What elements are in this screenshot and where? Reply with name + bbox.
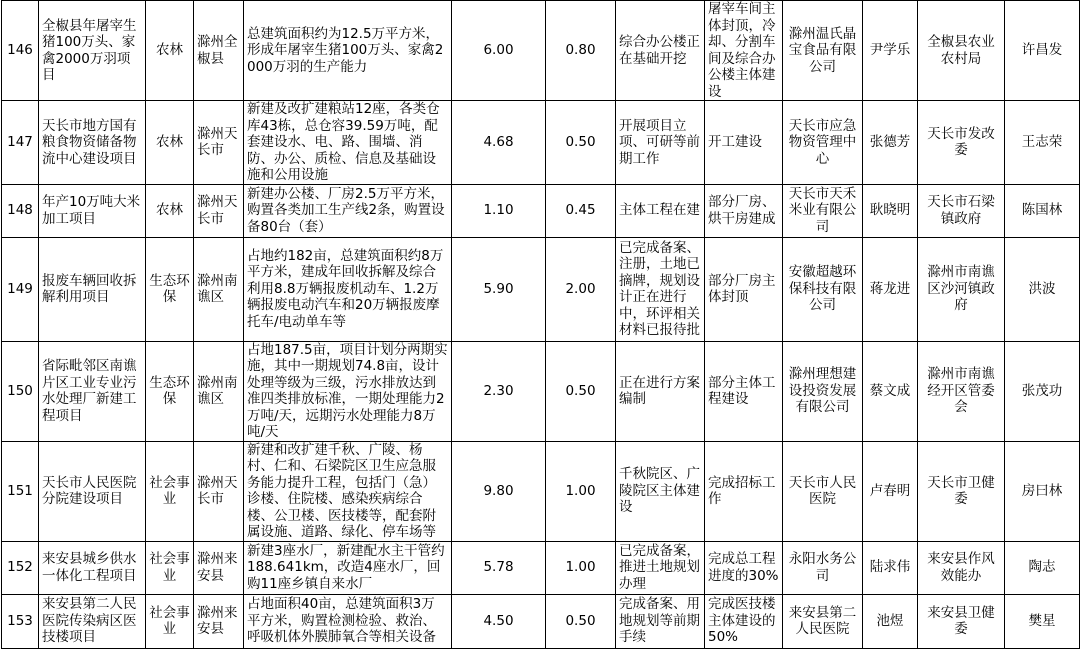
project-sector: 社会事业: [146, 541, 194, 594]
current-progress: 综合办公楼正在基础开挖: [616, 1, 705, 101]
supervising-dept: 天长市发改委: [918, 101, 1005, 185]
project-content: 新建3座水厂，新建配水主干管约188.641km，改造4座水厂，回购11座乡镇自来水厂: [244, 541, 452, 594]
annual-goal: 开工建设: [705, 101, 783, 185]
row-number: 150: [2, 341, 39, 441]
responsible-leader: 陈国林: [1005, 184, 1080, 237]
row-number: 146: [2, 1, 39, 101]
annual-goal: 部分主体工程建设: [705, 341, 783, 441]
contact-person: 卢春明: [863, 441, 918, 541]
project-location: 滁州天长市: [194, 184, 244, 237]
project-name: 天长市人民医院分院建设项目: [39, 441, 146, 541]
total-investment: 9.80: [452, 441, 546, 541]
annual-goal: 完成医技楼主体建设的50%: [705, 594, 783, 648]
row-number: 148: [2, 184, 39, 237]
supervising-dept: 全椒县农业农村局: [918, 1, 1005, 101]
project-sector: 农林: [146, 101, 194, 185]
project-location: 滁州天长市: [194, 101, 244, 185]
current-progress: 已完成备案、注册，土地已摘牌，规划设计正在进行中，环评相关材料已报待批: [616, 237, 705, 341]
project-content: 占地面积40亩，总建筑面积3万平方米，购置检测检验、救治、呼吸机体外膜肺氧合等相关设备: [244, 594, 452, 648]
project-name: 报废车辆回收拆解利用项目: [39, 237, 146, 341]
owner-unit: 永阳水务公司: [783, 541, 863, 594]
owner-unit: 天长市天禾米业有限公司: [783, 184, 863, 237]
total-investment: 4.50: [452, 594, 546, 648]
project-location: 滁州来安县: [194, 541, 244, 594]
table-row: [2, 184, 1080, 237]
owner-unit: 滁州理想建设投资发展有限公司: [783, 341, 863, 441]
contact-person: 池煜: [863, 594, 918, 648]
project-location: 滁州来安县: [194, 594, 244, 648]
contact-person: 蒋龙进: [863, 237, 918, 341]
project-content: 新建及改扩建粮站12座，各类仓库43栋，总仓容39.59万吨，配套建设水、电、路、围墙、消防、办公、质检、信息及基础设施和公用设施: [244, 101, 452, 185]
project-content: 总建筑面积约为12.5万平方米，形成年屠宰生猪100万头、家禽2000万羽的生产能力: [244, 1, 452, 101]
contact-person: 张德芳: [863, 101, 918, 185]
project-sector: 社会事业: [146, 441, 194, 541]
supervising-dept: 天长市卫健委: [918, 441, 1005, 541]
row-number: 153: [2, 594, 39, 648]
current-progress: 已完成备案，推进土地规划办理: [616, 541, 705, 594]
project-sector: 生态环保: [146, 341, 194, 441]
project-location: 滁州南谯区: [194, 341, 244, 441]
row-number: 149: [2, 237, 39, 341]
table-row: [2, 541, 1080, 594]
annual-investment: 1.00: [546, 541, 616, 594]
owner-unit: 来安县第二人民医院: [783, 594, 863, 648]
responsible-leader: 陶志: [1005, 541, 1080, 594]
project-content: 新建办公楼、厂房2.5万平方米，购置各类加工生产线2条，购置设备80台（套）: [244, 184, 452, 237]
total-investment: 5.78: [452, 541, 546, 594]
project-name: 来安县城乡供水一体化工程项目: [39, 541, 146, 594]
annual-goal: 屠宰车间主体封顶，冷却、分割车间及综合办公楼主体建设: [705, 1, 783, 101]
project-content: 占地187.5亩，项目计划分两期实施，其中一期规划74.8亩，设计处理等级为三级，污水排放达到准四类排放标准，一期处理能力2万吨/天，远期污水处理能力8万吨/天: [244, 341, 452, 441]
project-name: 省际毗邻区南谯片区工业专业污水处理厂新建工程项目: [39, 341, 146, 441]
table-row: [2, 237, 1080, 341]
project-sector: 农林: [146, 1, 194, 101]
total-investment: 4.68: [452, 101, 546, 185]
project-name: 来安县第二人民医院传染病区医技楼项目: [39, 594, 146, 648]
project-sector: 生态环保: [146, 237, 194, 341]
project-name: 天长市地方国有粮食物资储备物流中心建设项目: [39, 101, 146, 185]
project-sector: 社会事业: [146, 594, 194, 648]
current-progress: 开展项目立项、可研等前期工作: [616, 101, 705, 185]
responsible-leader: 许昌发: [1005, 1, 1080, 101]
contact-person: 耿晓明: [863, 184, 918, 237]
supervising-dept: 天长市石梁镇政府: [918, 184, 1005, 237]
total-investment: 1.10: [452, 184, 546, 237]
project-name: 年产10万吨大米加工项目: [39, 184, 146, 237]
project-table: [1, 0, 1080, 649]
table-row: [2, 101, 1080, 185]
responsible-leader: 张茂功: [1005, 341, 1080, 441]
contact-person: 蔡文成: [863, 341, 918, 441]
annual-investment: 0.45: [546, 184, 616, 237]
table-row: [2, 341, 1080, 441]
project-sector: 农林: [146, 184, 194, 237]
responsible-leader: 樊星: [1005, 594, 1080, 648]
annual-investment: 2.00: [546, 237, 616, 341]
contact-person: 尹学乐: [863, 1, 918, 101]
row-number: 152: [2, 541, 39, 594]
owner-unit: 天长市应急物资管理中心: [783, 101, 863, 185]
contact-person: 陆求伟: [863, 541, 918, 594]
annual-goal: 部分厂房主体封顶: [705, 237, 783, 341]
annual-goal: 完成招标工作: [705, 441, 783, 541]
project-location: 滁州南谯区: [194, 237, 244, 341]
supervising-dept: 滁州市南谯经开区管委会: [918, 341, 1005, 441]
project-name: 全椒县年屠宰生猪100万头、家禽2000万羽项目: [39, 1, 146, 101]
annual-goal: 完成总工程进度的30%: [705, 541, 783, 594]
current-progress: 正在进行方案编制: [616, 341, 705, 441]
owner-unit: 天长市人民医院: [783, 441, 863, 541]
total-investment: 6.00: [452, 1, 546, 101]
annual-investment: 0.50: [546, 594, 616, 648]
annual-investment: 0.50: [546, 341, 616, 441]
table-row: [2, 441, 1080, 541]
table-row: [2, 1, 1080, 101]
supervising-dept: 滁州市南谯区沙河镇政府: [918, 237, 1005, 341]
owner-unit: 安徽超越环保科技有限公司: [783, 237, 863, 341]
annual-investment: 1.00: [546, 441, 616, 541]
total-investment: 5.90: [452, 237, 546, 341]
responsible-leader: 洪波: [1005, 237, 1080, 341]
total-investment: 2.30: [452, 341, 546, 441]
annual-investment: 0.80: [546, 1, 616, 101]
table-row: [2, 594, 1080, 648]
project-location: 滁州全椒县: [194, 1, 244, 101]
annual-investment: 0.50: [546, 101, 616, 185]
current-progress: 完成备案、用地规划等前期手续: [616, 594, 705, 648]
current-progress: 千秋院区、广陵院区主体建设: [616, 441, 705, 541]
supervising-dept: 来安县卫健委: [918, 594, 1005, 648]
row-number: 151: [2, 441, 39, 541]
project-location: 滁州天长市: [194, 441, 244, 541]
project-content: 占地约182亩，总建筑面积约8万平方米，建成年回收拆解及综合利用8.8万辆报废机动车、1.2万辆报废电动汽车和20万辆报废摩托车/电动单车等: [244, 237, 452, 341]
row-number: 147: [2, 101, 39, 185]
responsible-leader: 王志荣: [1005, 101, 1080, 185]
supervising-dept: 来安县作风效能办: [918, 541, 1005, 594]
current-progress: 主体工程在建: [616, 184, 705, 237]
project-content: 新建和改扩建千秋、广陵、杨村、仁和、石梁院区卫生应急服务能力提升工程，包括门（急）诊楼、住院楼、感染疾病综合楼、公卫楼、医技楼等，配套附属设施、道路、绿化、停车场等: [244, 441, 452, 541]
responsible-leader: 房曰林: [1005, 441, 1080, 541]
owner-unit: 滁州温氏晶宝食品有限公司: [783, 1, 863, 101]
annual-goal: 部分厂房、烘干房建成: [705, 184, 783, 237]
